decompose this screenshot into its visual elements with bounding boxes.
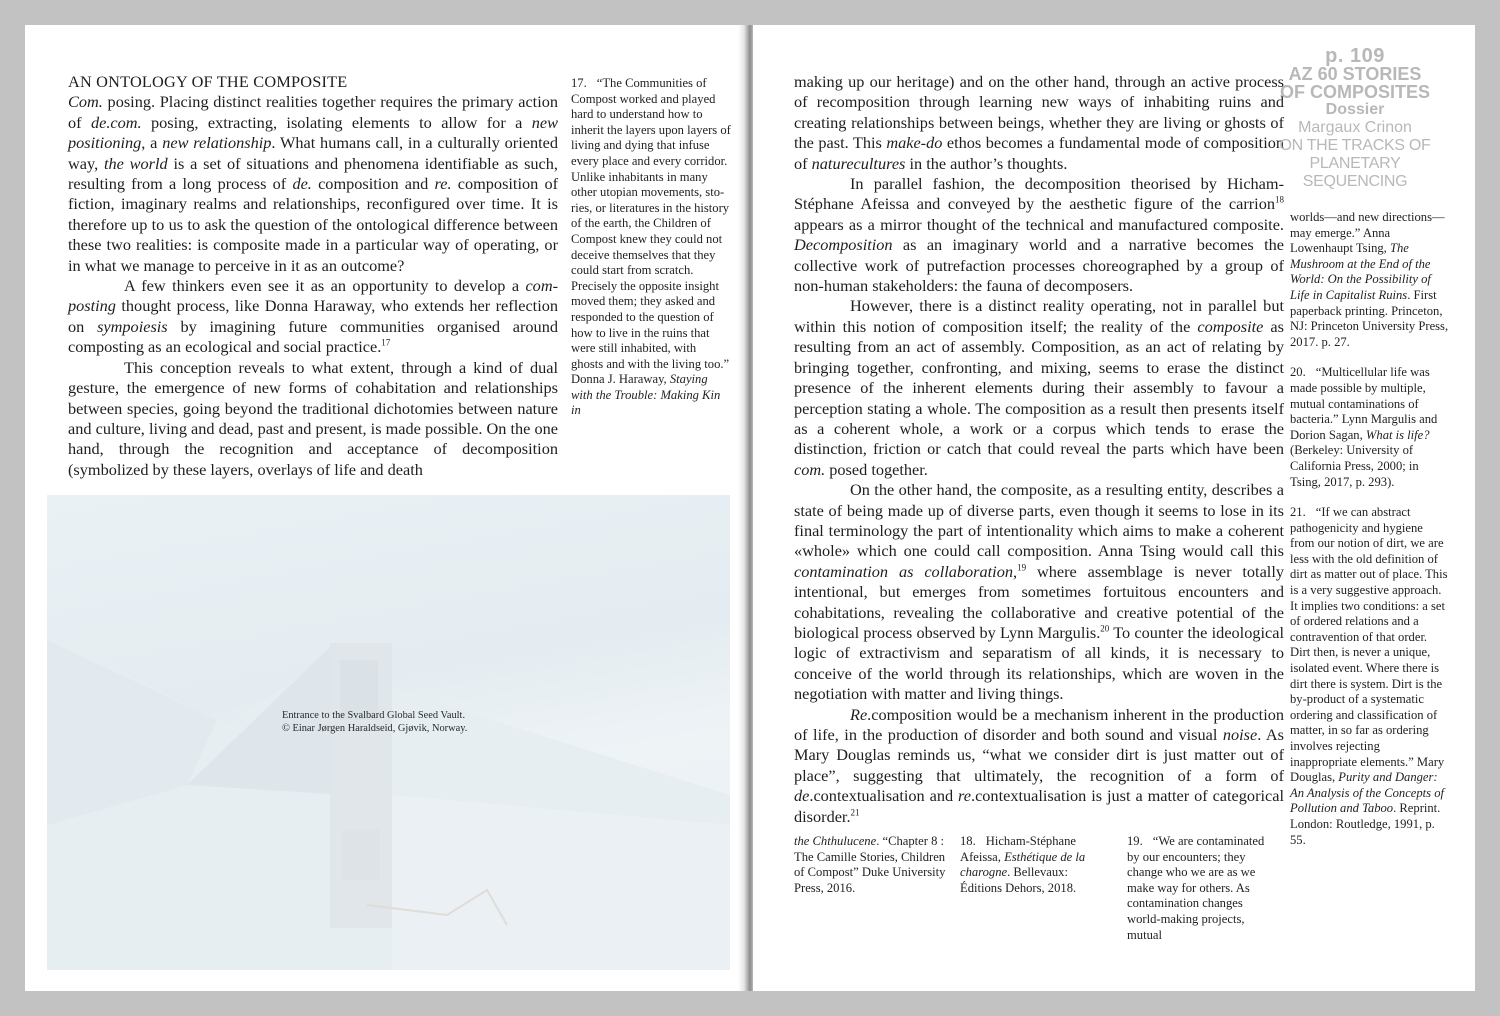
italic-text: sympoiesis	[97, 316, 168, 336]
italic-text: de.com.	[90, 112, 142, 132]
italic-text: Staying with the Trouble: Making Kin in	[571, 372, 721, 418]
issue-number: AZ 60	[1288, 64, 1338, 84]
italic-text: com.	[794, 459, 826, 479]
caption-credit: © Einar Jørgen Haraldseid, Gjøvik, Norway.	[282, 723, 468, 734]
italic-text: make-do	[886, 133, 943, 153]
section-heading: AN ONTOLOGY OF THE COMPOSITE	[68, 72, 348, 91]
text-run: composition of fiction, imaginary realms and relationships, reconfigured over time. It is therefore up to us to ask the question of the ontological difference between these two realities: is composite made in a particular way of operating, or in what we manage to perceive in it as an outcome?	[68, 174, 559, 275]
article-title-line2: PLANETARY	[1309, 155, 1401, 172]
italic-text: new positioning	[68, 112, 558, 153]
text-run: . “Chapter 8 : The Camille Stories, Children of Compost” Duke University Press, 2016.	[794, 834, 946, 895]
caption-title: Entrance to the Svalbard Global Seed Vault.	[282, 710, 466, 721]
article-title-line3: SEQUENCING	[1302, 173, 1408, 190]
italic-text: composite	[1197, 316, 1264, 336]
footnote-18	[960, 834, 1108, 911]
footnote-ref: 21	[850, 807, 860, 818]
text-run: appears as a mirror thought of the technical and manufactured composite.	[794, 214, 1284, 234]
footnote-17	[571, 76, 731, 434]
paragraph	[68, 276, 558, 358]
footnote-text	[571, 76, 731, 419]
footnote-ref: 17	[381, 337, 391, 348]
text-run: .composition would be a mechanism inherent in the production of life, in the production of disorder and both sound and visual	[794, 704, 1284, 744]
text-run: In parallel fashion, the decomposition theorised by Hicham-Stéphane Afeissa and conveyed by the aesthetic figure of the carrion	[794, 174, 1284, 214]
text-run: However, there is a distinct reality operating, not in parallel but within this notion of composition itself; the reality of the	[794, 296, 1284, 336]
section-label: Dossier	[1325, 101, 1385, 118]
footnote-number: 18.	[960, 834, 976, 848]
seed-vault-photo	[47, 495, 730, 970]
footnote-20	[1290, 365, 1450, 490]
text-run: ethos becomes a fundamental mode of composition of	[794, 133, 1284, 173]
footnote-number: 21.	[1290, 505, 1306, 520]
italic-text: re	[958, 786, 971, 806]
issue-title-line2: OF COMPOSITES	[1279, 82, 1430, 102]
text-run: (Berkeley: University of California Press, 2000; in Tsing, 2017, p. 293).	[1290, 443, 1419, 489]
author-name: Margaux Crinon	[1298, 119, 1412, 136]
italic-text: de	[794, 786, 810, 806]
left-page	[25, 25, 747, 991]
italic-text: Re	[850, 704, 868, 724]
footnote-ref: 20	[1100, 623, 1110, 634]
paragraph	[794, 72, 1284, 174]
running-head	[1260, 47, 1450, 191]
paragraph	[794, 480, 1284, 704]
text-run: .contextualisation is just a matter of categorical disorder.	[794, 786, 1284, 826]
italic-text: noise	[1222, 725, 1258, 744]
text-run: A few thinkers even see it as an opportunity to develop a	[124, 276, 526, 296]
footnote-text	[1127, 834, 1277, 943]
italic-text: composting	[68, 276, 558, 316]
footnote-21	[1290, 505, 1450, 848]
text-run: Hicham-Stéphane Afeissa,	[960, 834, 1076, 864]
footnote-19-continued	[1290, 210, 1450, 350]
italic-text: The Mushroom at the End of the World: On the Possibility of Life in Capitalist Ruins	[1290, 241, 1431, 302]
italic-text: Purity and Danger: An Analysis of the Concepts of Pollution and Taboo	[1290, 770, 1445, 816]
text-run: To counter the ideological logic of extractivism and separatism of all kinds, it is necessary to conceive of the world through its relationships, which are woven in the negotiation with matter and living things.	[794, 622, 1284, 704]
paragraph	[68, 358, 558, 480]
footnote-number: 17.	[571, 76, 587, 90]
issue-title-line1: STORIES	[1342, 64, 1422, 84]
footnotes-sidebar	[1290, 210, 1450, 863]
paragraph	[794, 705, 1284, 827]
text-run: ,	[1012, 561, 1018, 581]
page-number: p. 109	[1325, 45, 1385, 67]
text-run: . Bellevaux: Éditions Dehors, 2018.	[960, 865, 1077, 895]
right-page	[753, 25, 1475, 991]
italic-text: de.	[292, 174, 312, 194]
text-run: , a	[141, 133, 163, 153]
issue-title	[1260, 65, 1450, 83]
paragraph	[794, 174, 1284, 296]
text-run: posing, extracting, isolating elements to allow for a	[141, 112, 532, 132]
article-title-line1: ON THE TRACKS OF	[1279, 137, 1431, 154]
text-run: where assemblage is never totally intentional, but emerges from sometimes fortuitous encounters and cohabitations, revealing the collaborative and creative potential of the biological process observed by Lynn Margulis.	[794, 561, 1284, 642]
footnote-text	[794, 834, 952, 896]
left-main-text	[68, 72, 558, 480]
text-run: “Multicellular life was made possible by multiple, mutual contaminations of bacteria.” Lynn Margulis and Dorion Sagan,	[1290, 365, 1438, 442]
text-run: composition and	[311, 174, 435, 194]
italic-text: the world	[103, 153, 168, 173]
text-run: “If we can abstract pathogenicity and hygiene from our notion of dirt, we are less with the old definition of dirt as matter out of place. This is a very suggestive approach. It implies two conditions: a set of ordered relations and a contravention of that order. Dirt then, is never a unique, isolated event. Where there is dirt there is system. Dirt is the by-product of a systematic ordering and classification of matter, in so far as ordering involves rejecting inappropriate elements.” Mary Douglas,	[1290, 505, 1448, 785]
right-main-text	[794, 72, 1284, 827]
text-run: as an imaginary world and a narrative becomes the collective work of putrefaction processes choreographed by a group of non-human stakeholders: the fauna of decomposers.	[794, 235, 1284, 296]
text-run: “The Communities of Compost worked and played hard to understand how to inherit the layers upon layers of living and dying that infuse every place and every corridor. Unlike inhabitants in many other utopian movements, stories, or literatures in the history of the earth, the Children of Compost knew they could not deceive themselves that they could start from scratch. Precisely the opposite insight moved them; they asked and responded to the question of how to live in the ruins that were still inhabited, with ghosts and with the living too.” Donna J. Haraway,	[571, 76, 731, 387]
italic-text: Decomposition	[794, 235, 893, 255]
text-run: On the other hand, the composite, as a resulting entity, describes a state of being made up of diverse parts, even though it seems to lose in its final terminology the part of intentionality which aims to make a coherent «whole» which one could call composition. Anna Tsing would call this	[794, 480, 1284, 561]
text-run: worlds—and new directions—may emerge.” Anna Lowenhaupt Tsing,	[1290, 210, 1445, 256]
vault-door	[342, 830, 380, 880]
footnote-text	[960, 834, 1108, 896]
footnote-number: 19.	[1127, 834, 1143, 848]
text-run: posed together.	[825, 459, 928, 479]
text-run: . First paperback printing. Princeton, NJ: Princeton University Press, 2017. p. 27.	[1290, 287, 1449, 349]
paragraph	[794, 296, 1284, 480]
paragraph	[68, 92, 558, 276]
text-run: . Reprint. London: Routledge, 1991, p. 55.	[1290, 801, 1441, 847]
text-run: as resulting from an act of assembly. Composition, as an act of relating by bringing together, confronting, and mixing, seems to erase the distinct presence of the inherent elements during their assembly to favour a perception stating a whole. The composition as a result then presents itself as a coherent whole, a work or a corpus which tends to erase the distinction, friction or catch that could reveal the parts which have been	[794, 316, 1284, 459]
snow-foreground	[392, 795, 730, 970]
text-run: This conception reveals to what extent, through a kind of dual gesture, the emergence of new forms of cohabitation and relationships between species, going beyond the traditional dichotomies between nature and culture, living and dead, past and present, is made possible. On the one hand, through the recognition and acceptance of decomposition (symbolized by these layers, overlays of life and death	[68, 357, 558, 479]
italic-text: new relationship	[162, 133, 272, 153]
photo-caption	[282, 709, 467, 735]
text-run: “We are contaminated by our encounters; they change who we are as we make way for others. As contamination changes world-making projects, mutual	[1127, 834, 1265, 942]
text-run: in the author’s thoughts.	[905, 153, 1068, 173]
italic-text: What is life?	[1365, 427, 1430, 442]
footnote-ref: 18	[1275, 195, 1284, 206]
text-run: posing. Placing distinct realities together requires the primary action of	[68, 92, 558, 132]
text-run: by imagining future communities organised around composting as an ecological and social practice.	[68, 316, 558, 357]
italic-text: the Chthulucene	[794, 834, 877, 848]
text-run: is a set of situations and phenomena identifiable as such, resulting from a long process of	[68, 153, 558, 194]
text-run: .contextualisation and	[809, 786, 959, 806]
footnote-19	[1127, 834, 1277, 958]
text-run: . As Mary Douglas reminds us, “what we consider dirt is just matter out of place”, suggesting that ultimately, the recognition of a form of	[794, 725, 1284, 785]
text-run: making up our heritage) and on the other hand, through an active process of recomposition through learning new ways of inhabiting ruins and creating relationships between beings, whether they are living or ghosts of the past. This	[794, 72, 1284, 153]
italic-text: naturecultures	[811, 153, 906, 173]
text-run: . What humans call, in a culturally oriented way,	[68, 133, 559, 173]
italic-text: Com.	[68, 92, 103, 112]
italic-text: Esthétique de la charogne	[960, 849, 1086, 880]
text-run: thought process, like Donna Haraway, who extends her reflection on	[68, 296, 558, 336]
footnote-number: 20.	[1290, 365, 1306, 380]
footnote-17-continued	[794, 834, 952, 911]
footnote-ref: 19	[1017, 562, 1027, 573]
italic-text: re.	[434, 174, 452, 194]
italic-text: contamination as collaboration	[794, 561, 1013, 581]
